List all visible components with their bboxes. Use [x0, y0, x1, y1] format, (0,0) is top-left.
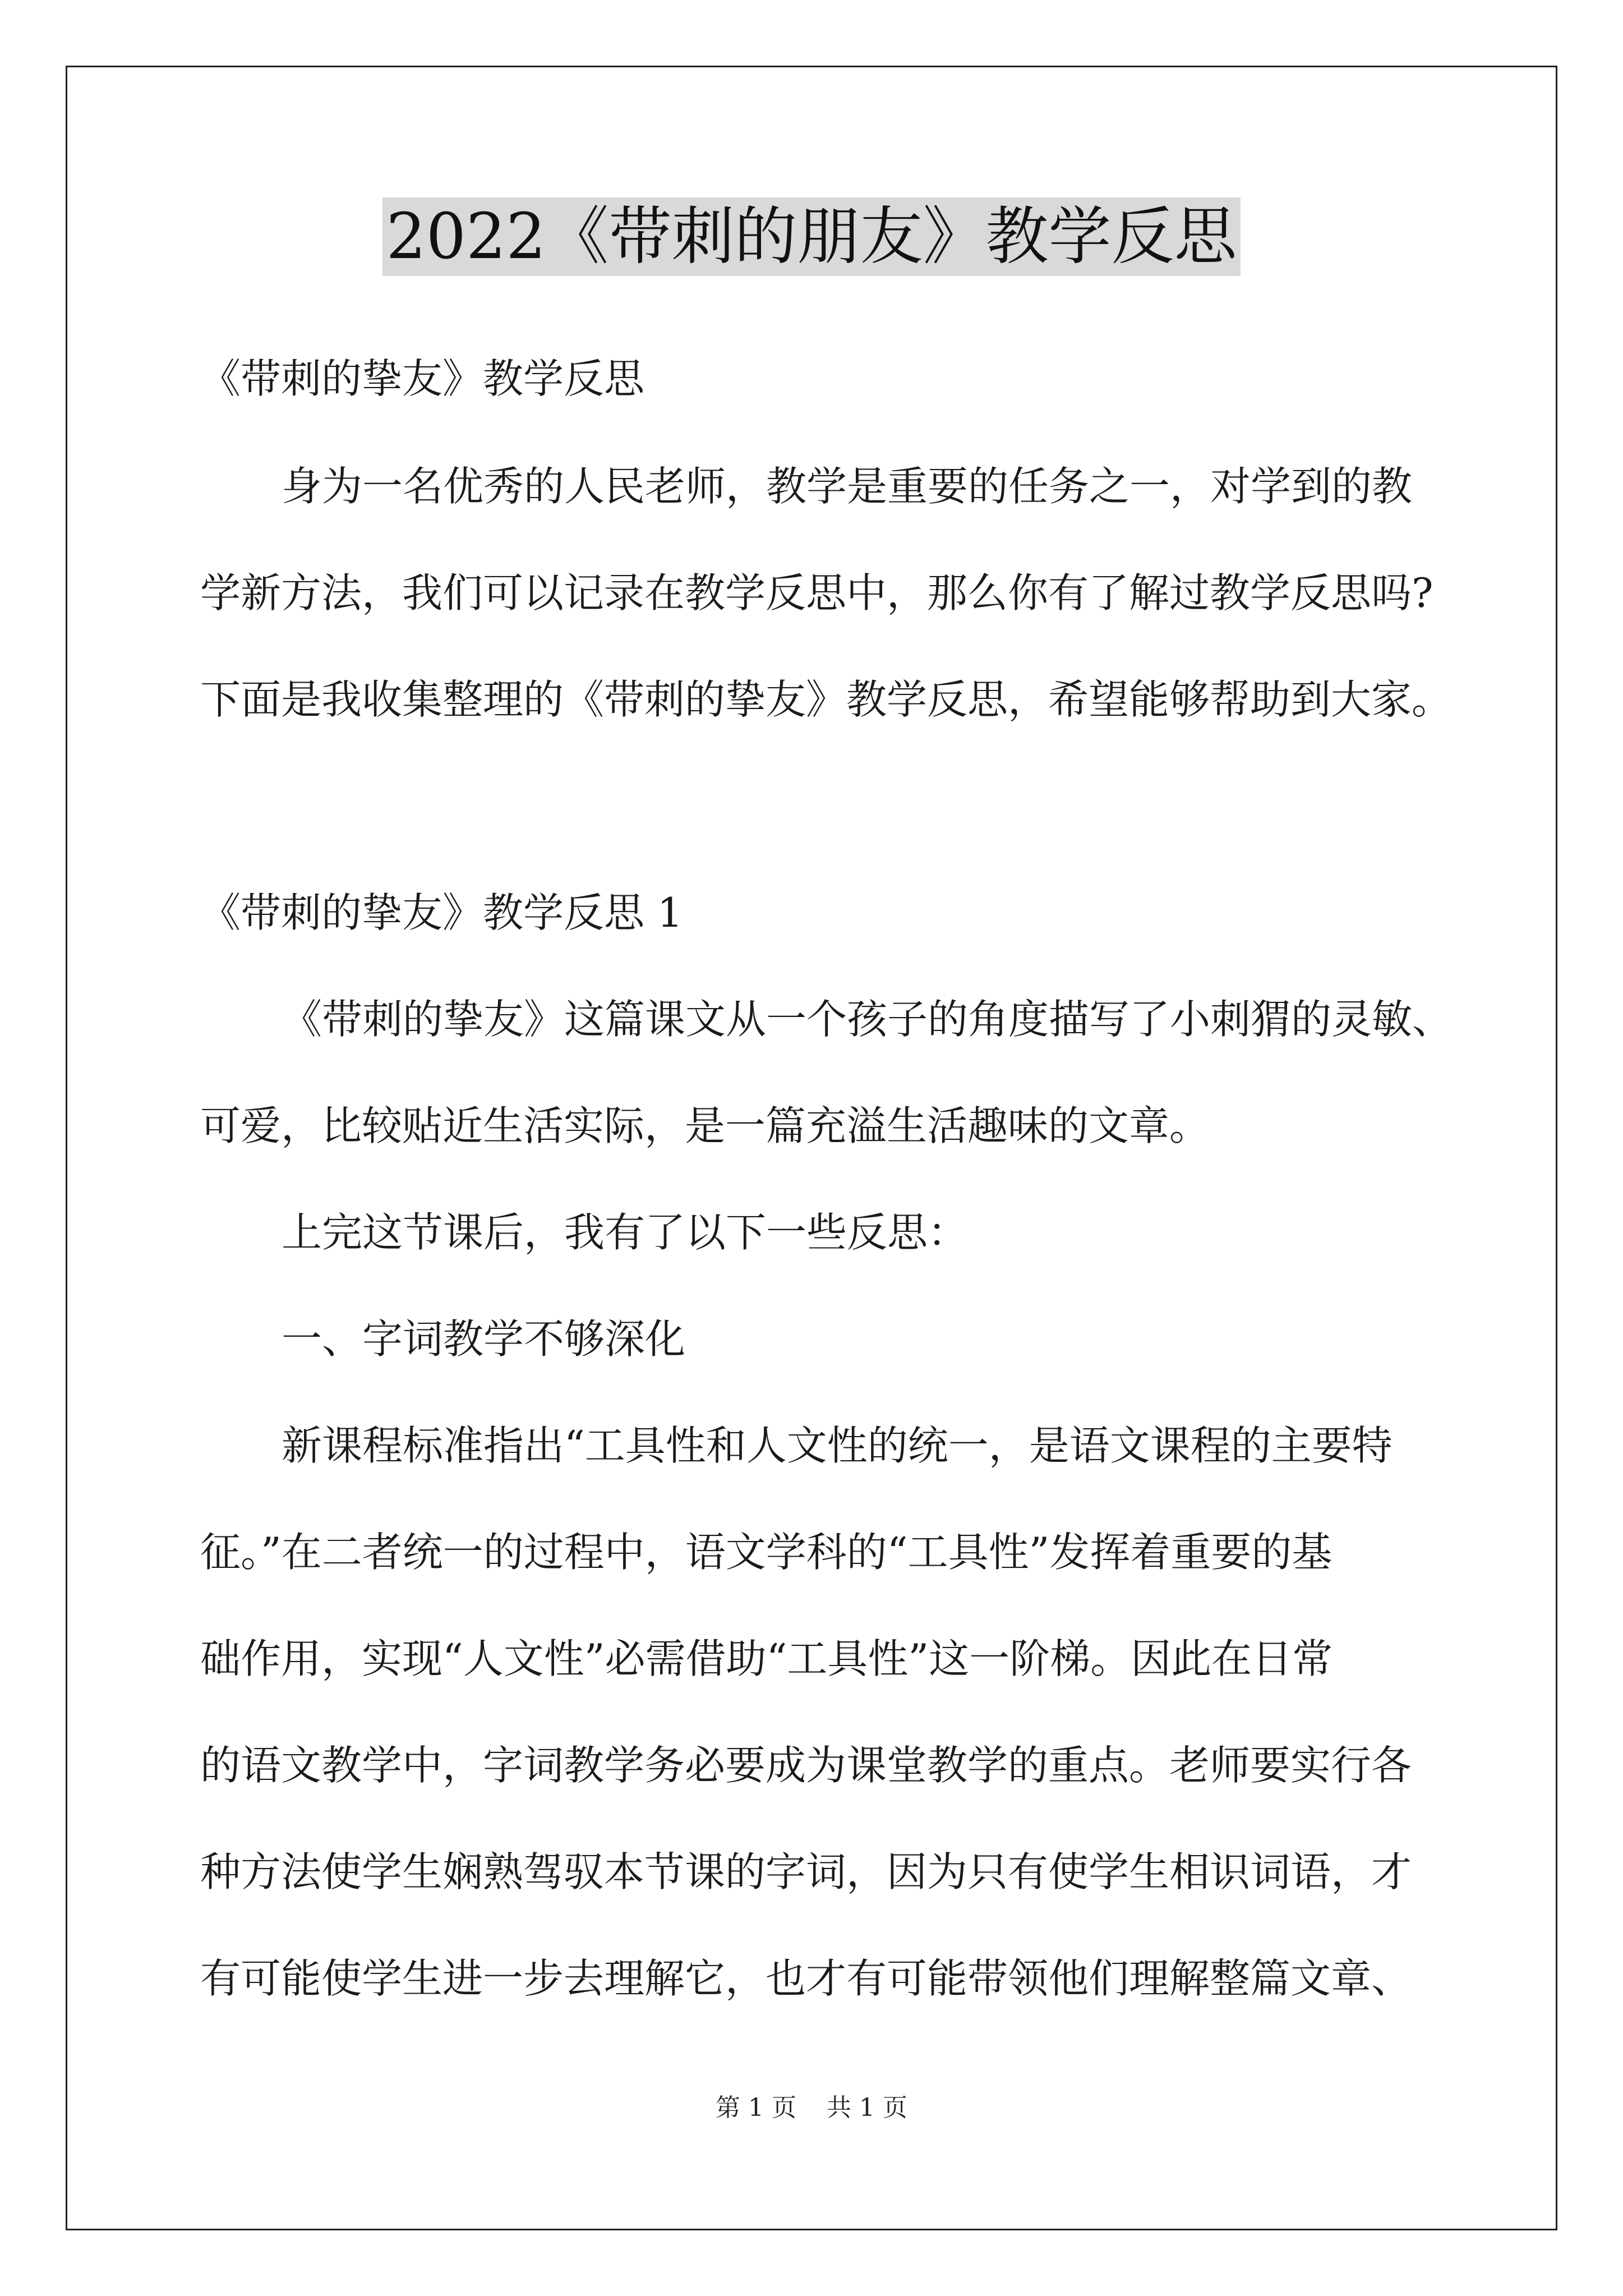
page-number-total: 共 1 页	[827, 2093, 907, 2122]
paragraph-line: 上完这节课后，我有了以下一些反思：	[282, 1209, 969, 1256]
paragraph-line: 的语文教学中，字词教学务必要成为课堂教学的重点。老师要实行各	[200, 1742, 1412, 1789]
paragraph-line: 础作用，实现“人文性”必需借助“工具性”这一阶梯。因此在日常	[200, 1635, 1333, 1682]
page-number-current: 第 1 页	[716, 2093, 796, 2122]
paragraph-line: 身为一名优秀的人民老师，教学是重要的任务之一，对学到的教	[282, 463, 1413, 510]
paragraph-line: 下面是我收集整理的《带刺的挚友》教学反思，希望能够帮助到大家。	[200, 676, 1453, 723]
paragraph-line: 征。”在二者统一的过程中，语文学科的“工具性”发挥着重要的基	[200, 1529, 1332, 1576]
document-title: 2022《带刺的朋友》教学反思	[382, 197, 1240, 276]
section-heading: 《带刺的挚友》教学反思 1	[200, 889, 683, 936]
title-container	[0, 197, 1623, 276]
paragraph-line: 《带刺的挚友》这篇课文从一个孩子的角度描写了小刺猬的灵敏、	[282, 996, 1453, 1043]
paragraph-line: 新课程标准指出“工具性和人文性的统一，是语文课程的主要特	[282, 1422, 1393, 1469]
paragraph-line: 可爱，比较贴近生活实际，是一篇充溢生活趣味的文章。	[200, 1102, 1210, 1149]
list-heading: 一、字词教学不够深化	[282, 1315, 686, 1363]
subtitle: 《带刺的挚友》教学反思	[200, 355, 645, 402]
paragraph-line: 种方法使学生娴熟驾驭本节课的字词，因为只有使学生相识词语，才	[200, 1848, 1412, 1895]
paragraph-line: 有可能使学生进一步去理解它，也才有可能带领他们理解整篇文章、	[200, 1955, 1412, 2002]
paragraph-line: 学新方法，我们可以记录在教学反思中，那么你有了解过教学反思吗?	[200, 569, 1433, 616]
page-footer	[0, 2091, 1623, 2125]
